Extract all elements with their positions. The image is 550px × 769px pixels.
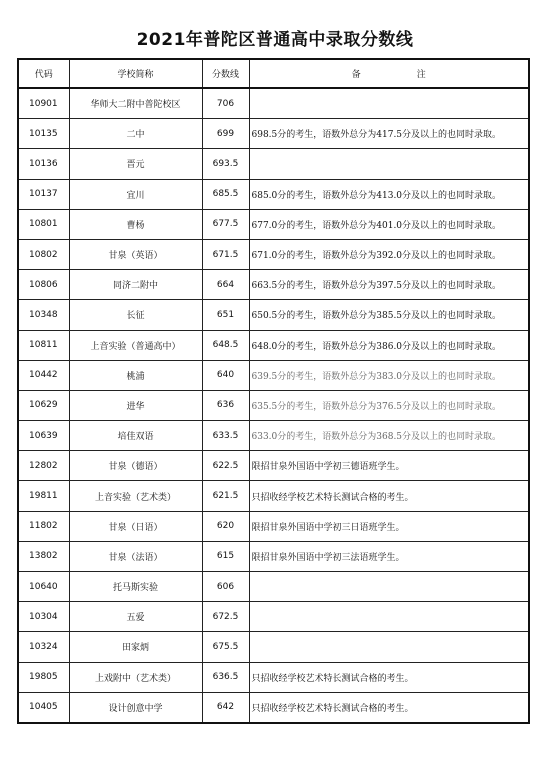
school-code-cell: 10629 xyxy=(18,390,69,420)
school-code-cell: 10801 xyxy=(18,209,69,239)
school-name-cell: 设计创意中学 xyxy=(69,692,202,723)
admission-score-table xyxy=(17,58,530,724)
school-name-cell: 培佳双语 xyxy=(69,421,202,451)
school-name-cell: 长征 xyxy=(69,300,202,330)
school-name-cell: 五爱 xyxy=(69,602,202,632)
page-title: 2021年普陀区普通高中录取分数线 xyxy=(136,30,414,50)
score-cell: 672.5 xyxy=(202,602,249,632)
school-code-cell: 13802 xyxy=(18,541,69,571)
school-name-cell: 上音实验（艺术类） xyxy=(69,481,202,511)
score-cell: 675.5 xyxy=(202,632,249,662)
table-row xyxy=(18,632,529,662)
school-code-cell: 10901 xyxy=(18,88,69,119)
school-code-cell: 10811 xyxy=(18,330,69,360)
score-cell: 620 xyxy=(202,511,249,541)
school-name-cell: 二中 xyxy=(69,119,202,149)
table-row xyxy=(18,209,529,239)
score-cell: 622.5 xyxy=(202,451,249,481)
header-school: 学校简称 xyxy=(69,59,202,88)
school-name-cell: 甘泉（德语） xyxy=(69,451,202,481)
header-remark-b: 注 xyxy=(416,70,426,80)
remark-cell: 635.5分的考生，语数外总分为376.5分及以上的也同时录取。 xyxy=(249,390,529,420)
school-name-cell: 桃浦 xyxy=(69,360,202,390)
remark-cell: 663.5分的考生，语数外总分为397.5分及以上的也同时录取。 xyxy=(249,270,529,300)
remark-cell xyxy=(249,602,529,632)
score-cell: 640 xyxy=(202,360,249,390)
score-cell: 706 xyxy=(202,88,249,119)
remark-cell: 648.0分的考生，语数外总分为386.0分及以上的也同时录取。 xyxy=(249,330,529,360)
table-row xyxy=(18,481,529,511)
score-cell: 677.5 xyxy=(202,209,249,239)
table-row xyxy=(18,692,529,723)
school-code-cell: 10348 xyxy=(18,300,69,330)
school-code-cell: 19811 xyxy=(18,481,69,511)
remark-cell: 639.5分的考生，语数外总分为383.0分及以上的也同时录取。 xyxy=(249,360,529,390)
remark-cell: 650.5分的考生，语数外总分为385.5分及以上的也同时录取。 xyxy=(249,300,529,330)
score-cell: 642 xyxy=(202,692,249,723)
remark-cell xyxy=(249,88,529,119)
header-remark xyxy=(249,59,529,88)
score-cell: 671.5 xyxy=(202,239,249,269)
school-name-cell: 上音实验（普通高中） xyxy=(69,330,202,360)
school-name-cell: 田家炳 xyxy=(69,632,202,662)
table-row xyxy=(18,572,529,602)
school-code-cell: 10137 xyxy=(18,179,69,209)
table-row xyxy=(18,119,529,149)
score-cell: 606 xyxy=(202,572,249,602)
remark-cell xyxy=(249,572,529,602)
score-cell: 693.5 xyxy=(202,149,249,179)
score-cell: 636.5 xyxy=(202,662,249,692)
header-remark-a: 备 xyxy=(351,70,361,80)
table-row xyxy=(18,88,529,119)
school-name-cell: 华师大二附中普陀校区 xyxy=(69,88,202,119)
school-name-cell: 甘泉（英语） xyxy=(69,239,202,269)
remark-cell: 只招收经学校艺术特长测试合格的考生。 xyxy=(249,481,529,511)
header-code: 代码 xyxy=(18,59,69,88)
table-row xyxy=(18,300,529,330)
table-row xyxy=(18,239,529,269)
score-cell: 621.5 xyxy=(202,481,249,511)
school-code-cell: 10136 xyxy=(18,149,69,179)
remark-cell: 677.0分的考生，语数外总分为401.0分及以上的也同时录取。 xyxy=(249,209,529,239)
table-row xyxy=(18,662,529,692)
remark-cell: 685.0分的考生，语数外总分为413.0分及以上的也同时录取。 xyxy=(249,179,529,209)
table-row xyxy=(18,179,529,209)
school-code-cell: 10639 xyxy=(18,421,69,451)
score-cell: 651 xyxy=(202,300,249,330)
school-name-cell: 同济二附中 xyxy=(69,270,202,300)
school-code-cell: 10304 xyxy=(18,602,69,632)
school-code-cell: 12802 xyxy=(18,451,69,481)
score-cell: 648.5 xyxy=(202,330,249,360)
remark-cell: 698.5分的考生，语数外总分为417.5分及以上的也同时录取。 xyxy=(249,119,529,149)
table-row xyxy=(18,149,529,179)
table-row xyxy=(18,541,529,571)
remark-cell: 限招甘泉外国语中学初三德语班学生。 xyxy=(249,451,529,481)
school-name-cell: 进华 xyxy=(69,390,202,420)
remark-cell: 限招甘泉外国语中学初三法语班学生。 xyxy=(249,541,529,571)
table-row xyxy=(18,330,529,360)
remark-cell xyxy=(249,149,529,179)
score-cell: 633.5 xyxy=(202,421,249,451)
table-row xyxy=(18,421,529,451)
remark-cell: 633.0分的考生，语数外总分为368.5分及以上的也同时录取。 xyxy=(249,421,529,451)
school-code-cell: 10405 xyxy=(18,692,69,723)
header-score: 分数线 xyxy=(202,59,249,88)
school-name-cell: 晋元 xyxy=(69,149,202,179)
remark-cell xyxy=(249,632,529,662)
school-code-cell: 10442 xyxy=(18,360,69,390)
school-code-cell: 10802 xyxy=(18,239,69,269)
score-cell: 664 xyxy=(202,270,249,300)
score-cell: 685.5 xyxy=(202,179,249,209)
school-code-cell: 10806 xyxy=(18,270,69,300)
school-name-cell: 上戏附中（艺术类） xyxy=(69,662,202,692)
score-cell: 699 xyxy=(202,119,249,149)
table-row xyxy=(18,511,529,541)
remark-cell: 只招收经学校艺术特长测试合格的考生。 xyxy=(249,662,529,692)
remark-cell: 限招甘泉外国语中学初三日语班学生。 xyxy=(249,511,529,541)
school-name-cell: 托马斯实验 xyxy=(69,572,202,602)
remark-cell: 只招收经学校艺术特长测试合格的考生。 xyxy=(249,692,529,723)
score-cell: 636 xyxy=(202,390,249,420)
school-name-cell: 曹杨 xyxy=(69,209,202,239)
table-row xyxy=(18,390,529,420)
table-row xyxy=(18,451,529,481)
school-name-cell: 甘泉（日语） xyxy=(69,511,202,541)
school-code-cell: 11802 xyxy=(18,511,69,541)
school-name-cell: 宜川 xyxy=(69,179,202,209)
score-cell: 615 xyxy=(202,541,249,571)
school-name-cell: 甘泉（法语） xyxy=(69,541,202,571)
table-header-row xyxy=(18,59,529,88)
school-code-cell: 10324 xyxy=(18,632,69,662)
table-row xyxy=(18,602,529,632)
table-row xyxy=(18,360,529,390)
school-code-cell: 10135 xyxy=(18,119,69,149)
school-code-cell: 10640 xyxy=(18,572,69,602)
table-row xyxy=(18,270,529,300)
school-code-cell: 19805 xyxy=(18,662,69,692)
remark-cell: 671.0分的考生，语数外总分为392.0分及以上的也同时录取。 xyxy=(249,239,529,269)
